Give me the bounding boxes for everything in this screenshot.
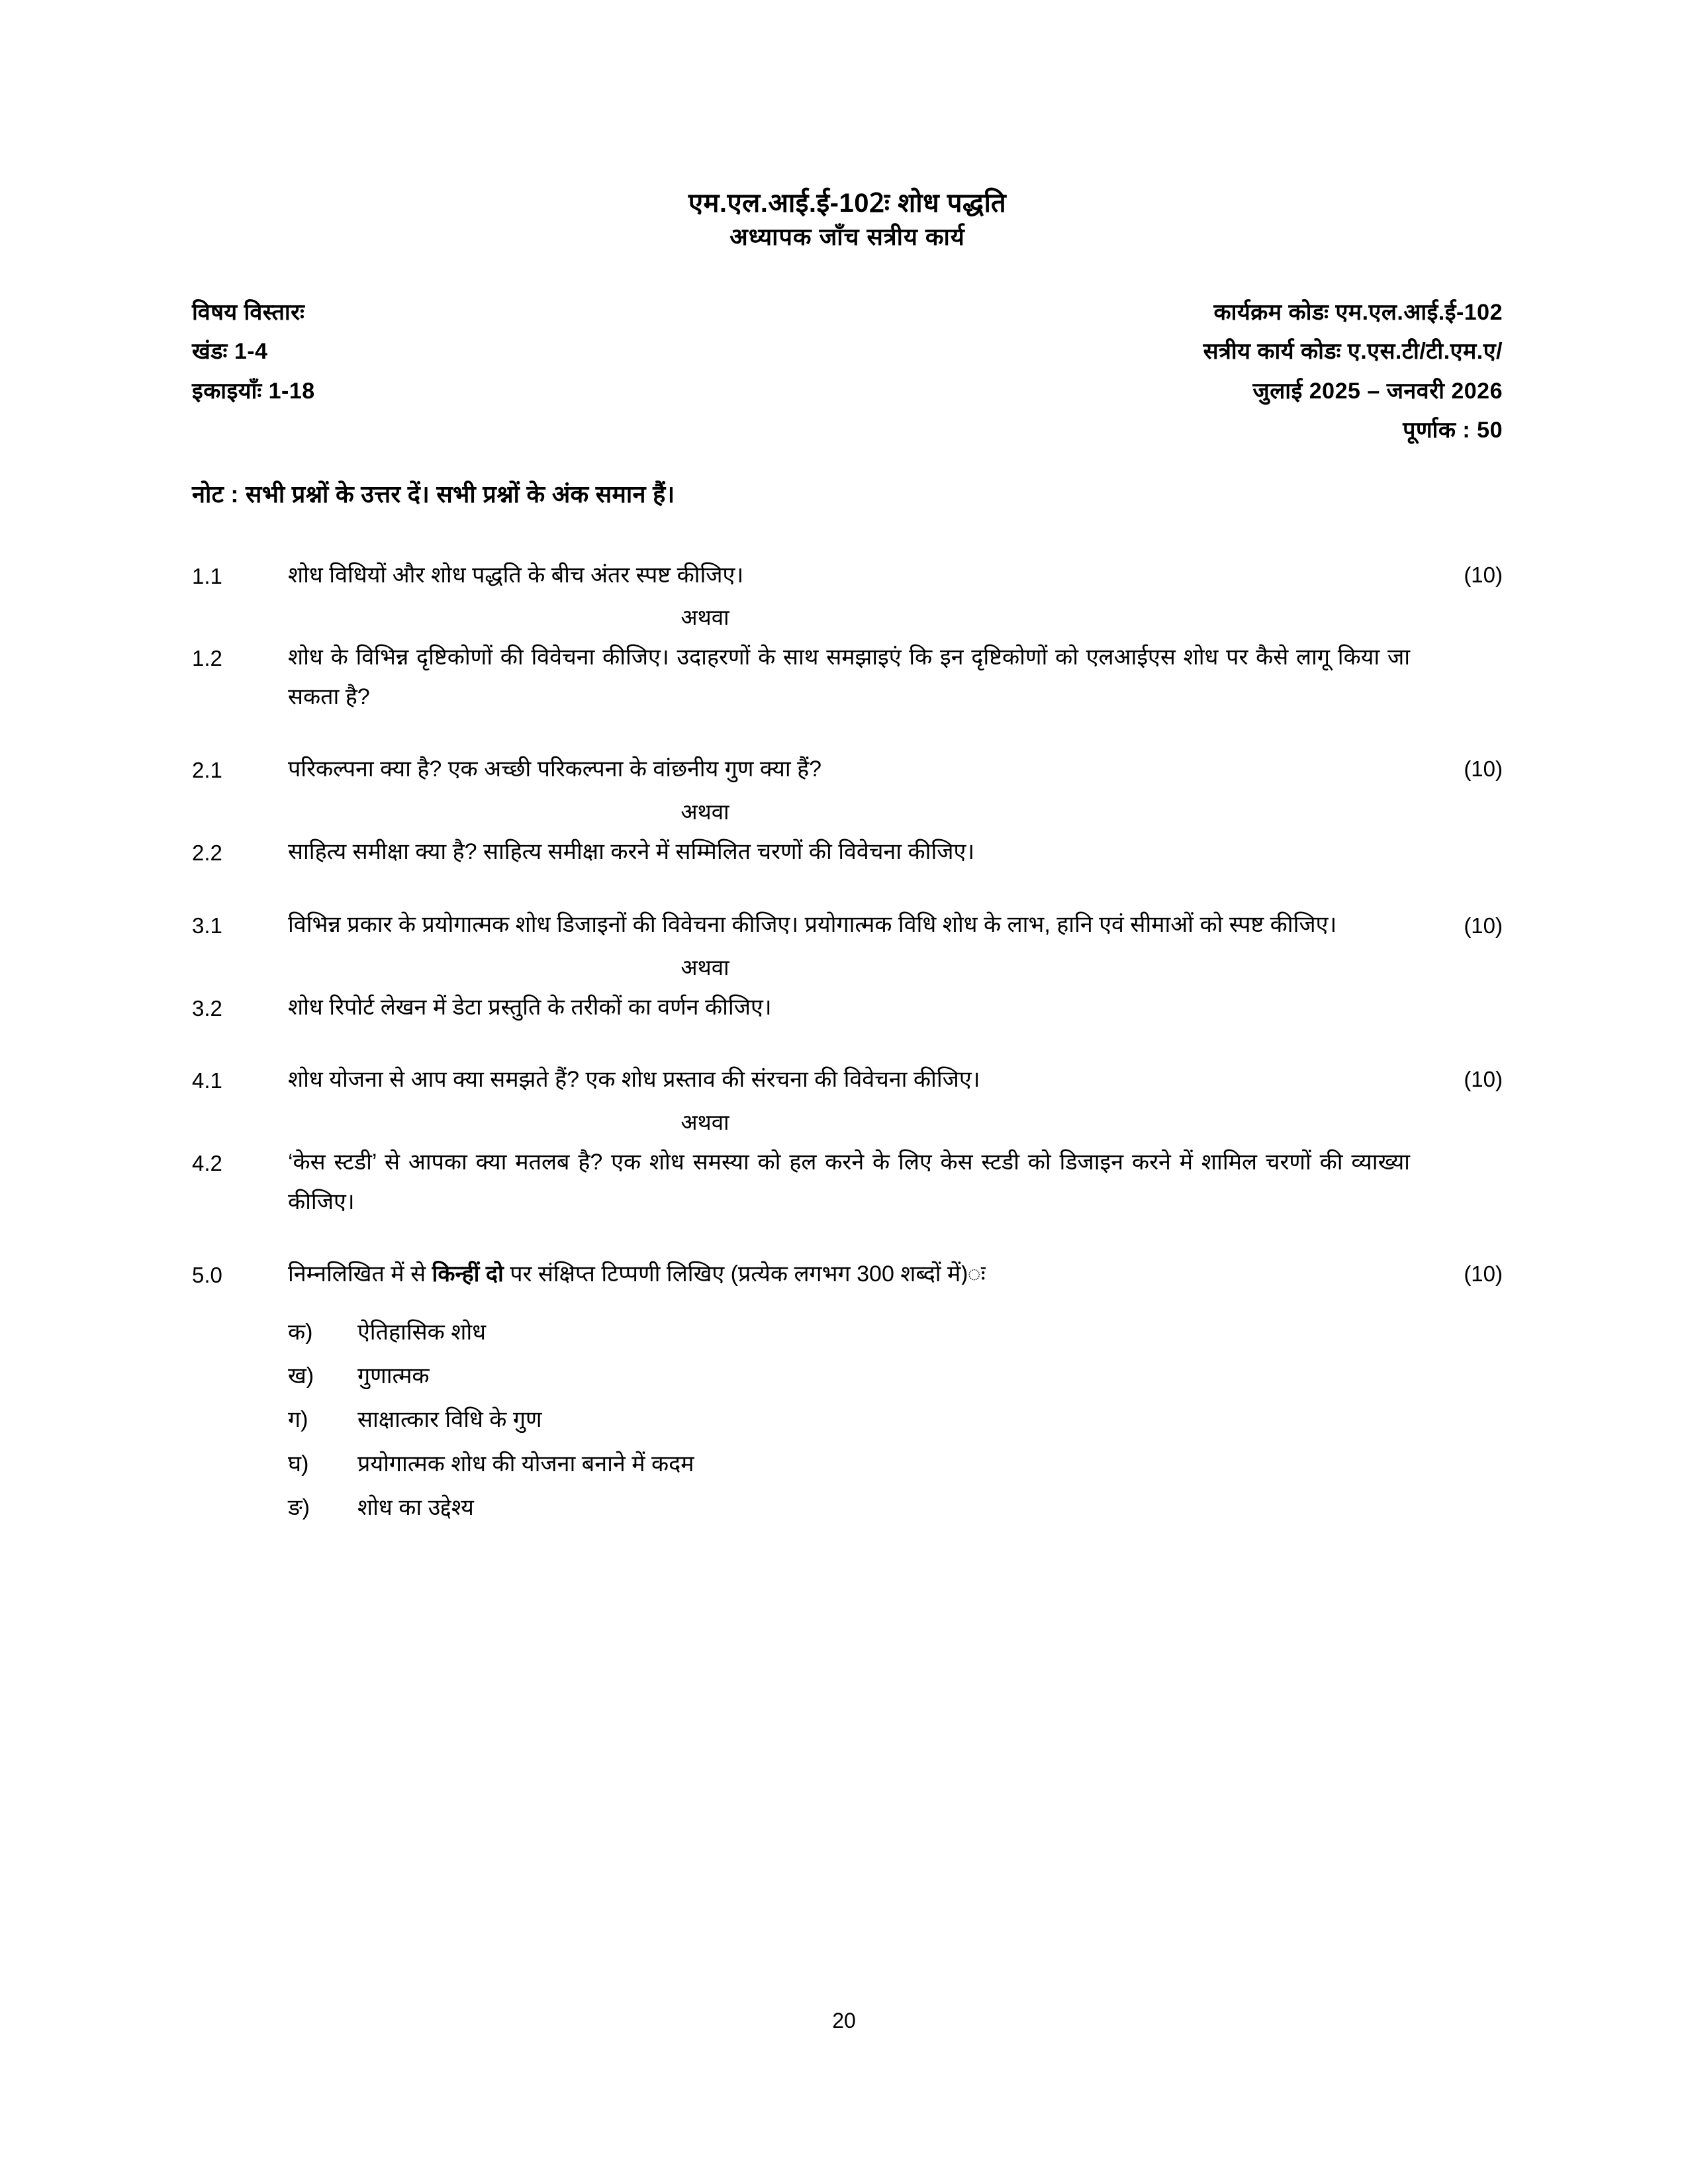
or-separator: अथवा: [680, 954, 729, 979]
question-text: शोध के विभिन्न दृष्टिकोणों की विवेचना कीजिए। उदाहरणों के साथ समझाइएं कि इन दृष्टिकोणों को एलआईएस शोध पर कैसे लागू किया जा सकता है?: [288, 645, 1410, 709]
question-text: ‘केस स्टडी’ से आपका क्या मतलब है? एक शोध समस्या को हल करने के लिए केस स्टडी को डिजाइन करने में शामिल चरणों की व्याख्या कीजिए।: [288, 1150, 1410, 1214]
question-text: परिकल्पना क्या है? एक अच्छी परिकल्पना के वांछनीय गुण क्या हैं?: [288, 756, 822, 782]
question-text: [288, 1255, 1417, 1295]
sub-item-label: घ): [288, 1451, 309, 1477]
sub-item-text: प्रयोगात्मक शोध की योजना बनाने में कदम: [357, 1451, 694, 1477]
sub-item-text: गुणात्मक: [357, 1363, 430, 1389]
meta-course-scope: विषय विस्तारः: [192, 299, 305, 325]
question-number: 3.1: [192, 913, 222, 938]
sub-item-label: ङ): [288, 1495, 310, 1521]
question-number: 1.1: [192, 563, 222, 588]
meta-left-column: [192, 293, 315, 412]
question-marks: (10): [1464, 562, 1503, 587]
question-text: शोध विधियों और शोध पद्धति के बीच अंतर स्पष्ट कीजिए।: [288, 562, 744, 588]
document-title-block: [192, 185, 1503, 253]
meta-right-column: [1203, 293, 1503, 451]
meta-programme-code: कार्यक्रम कोडः एम.एल.आई.ई-102: [1213, 299, 1503, 325]
page-subtitle: अध्यापक जाँच सत्रीय कार्य: [729, 223, 965, 250]
question-text: शोध रिपोर्ट लेखन में डेटा प्रस्तुति के तरीकों का वर्णन कीजिए।: [288, 994, 772, 1020]
list-item: [288, 1442, 1503, 1486]
meta-session: जुलाई 2025 – जनवरी 2026: [1252, 378, 1503, 404]
question-item: [192, 1255, 1503, 1529]
question-number: 4.2: [192, 1151, 222, 1176]
question-item: [192, 1143, 1503, 1222]
or-separator: अथवा: [680, 799, 729, 825]
question-number: 2.2: [192, 841, 222, 866]
or-separator: अथवा: [680, 605, 729, 630]
question-sub-items: [288, 1310, 1503, 1529]
question-item: [192, 988, 1503, 1028]
question-item: [192, 905, 1503, 945]
sub-item-label: ख): [288, 1363, 314, 1389]
question-text-emphasis: किन्हीं दो: [432, 1261, 504, 1287]
page-number: 20: [832, 2009, 856, 2032]
list-item: [288, 1310, 1503, 1354]
question-marks: (10): [1464, 1261, 1503, 1287]
question-item: [192, 833, 1503, 872]
question-item: [192, 1060, 1503, 1100]
question-item: [192, 556, 1503, 596]
question-marks: (10): [1464, 1067, 1503, 1092]
questions-list: [192, 556, 1503, 1530]
sub-item-text: साक्षात्कार विधि के गुण: [357, 1407, 542, 1433]
meta-block: [192, 293, 1503, 465]
page-content: [192, 185, 1503, 1536]
question-number: 2.1: [192, 758, 222, 783]
meta-assignment-code: सत्रीय कार्य कोडः ए.एस.टी/टी.एम.ए/: [1203, 339, 1503, 365]
question-number: 1.2: [192, 646, 222, 671]
sub-item-label: ग): [288, 1407, 308, 1433]
meta-max-marks: पूर्णाक : 50: [1403, 418, 1503, 443]
page-title: एम.एल.आई.ई-102ः शोध पद्धति: [688, 189, 1007, 218]
list-item: [288, 1354, 1503, 1398]
question-text: साहित्य समीक्षा क्या है? साहित्य समीक्षा करने में सम्मिलित चरणों की विवेचना कीजिए।: [288, 839, 975, 865]
sub-item-text: ऐतिहासिक शोध: [357, 1319, 487, 1345]
instructions-note: नोट : सभी प्रश्नों के उत्तर दें। सभी प्रश्नों के अंक समान हैं।: [192, 480, 675, 508]
question-number: 3.2: [192, 995, 222, 1021]
list-item: [288, 1398, 1503, 1441]
meta-units: इकाइयाँः 1-18: [192, 378, 315, 404]
question-text-part-1: निम्नलिखित में से: [288, 1261, 432, 1287]
question-text: शोध योजना से आप क्या समझते हैं? एक शोध प्रस्ताव की संरचना की विवेचना कीजिए।: [288, 1067, 980, 1093]
question-number: 4.1: [192, 1068, 222, 1093]
or-separator: अथवा: [680, 1110, 729, 1135]
meta-blocks: खंडः 1-4: [192, 339, 268, 365]
question-number: 5.0: [192, 1263, 222, 1288]
question-text-part-2: पर संक्षिप्त टिप्पणी लिखिए (प्रत्येक लगभग 300 शब्दों में)ः: [503, 1261, 986, 1287]
list-item: [288, 1486, 1503, 1529]
sub-item-label: क): [288, 1319, 313, 1345]
question-item: [192, 638, 1503, 717]
question-text: विभिन्न प्रकार के प्रयोगात्मक शोध डिजाइनों की विवेचना कीजिए। प्रयोगात्मक विधि शोध के लाभ, हानि एवं सीमाओं को स्पष्ट कीजिए।: [288, 911, 1337, 937]
question-item: [192, 750, 1503, 790]
sub-item-text: शोध का उद्देश्य: [357, 1495, 474, 1521]
question-marks: (10): [1464, 756, 1503, 782]
question-marks: (10): [1464, 913, 1503, 938]
